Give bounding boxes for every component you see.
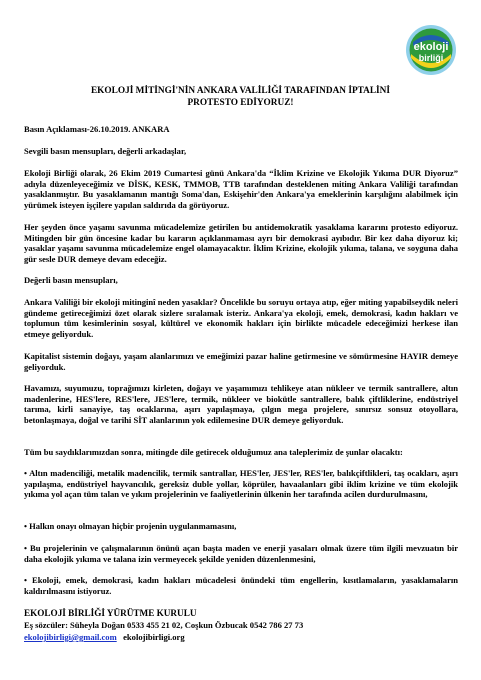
paragraph-5: Havamızı, suyumuzu, toprağımızı kirleten, doğayı ve yaşamımızı tehlikeye atan nükleer ve termik santrallere, altın madenlerine, HES'lere, RES'lere, JES'lere, termik, nükleer ve biokütle santrallere, balık çiftliklerine, endüstriyel tarıma, kirli sanayiye, taş ocaklarına, aşırı yapılaşmaya, çılgın mega projelere, sınırsız sonsuz otoyollara, betonlaşmaya, doğal ve tarihi SİT alanlarının yok edilemesine DUR demeye geliyorduk. — [24, 383, 458, 425]
paragraph-1: Ekoloji Birliği olarak, 26 Ekim 2019 Cumartesi günü Ankara'da “İklim Krizine ve Ekolojik Yıkıma DUR Diyoruz” adıyla düzenleyeceğimiz ve DİSK, KESK, TMMOB, TTB tarafından desteklenen miting Ankara Valiliği tarafından yasaklanmıştır. Bu yasaklamanın mantığı Soma'dan, Eskişehir'den Ankara'ya emeklerinin karşılığını alabilmek için yürümek isteyen işçilere yapılan saldırıda da görüyoruz. — [24, 168, 458, 210]
paragraph-4: Kapitalist sistemin doğayı, yaşam alanlarımızı ve emeğimizi pazar haline getirmesine ve sömürmesine HAYIR demeye geliyorduk. — [24, 351, 458, 372]
demand-bullet-3: • Bu projelerinin ve çalışmalarının önünü açan başta maden ve enerji yasaları olmak üzere tüm ilgili mevzuatın bir daha ekolojik yıkıma ve talana izin vermeyecek şekilde yeniden düzenlenmesini, — [24, 543, 458, 564]
website-text: ekolojibirligi.org — [123, 632, 185, 642]
footer-contact — [24, 632, 458, 643]
document-title — [30, 85, 451, 109]
logo-text-line2: birliği — [418, 53, 444, 63]
paragraph-2: Her şeyden önce yaşamı savunma mücadelemize getirilen bu antidemokratik yasaklama kararını protesto ediyoruz. Mitingden bir gün öncesine kadar bu kararın açıklanmaması ayrı bir demokrasi ayıbıdır. Bir kez daha diyoruz ki; yasaklar yaşamı savunma mücadelemize engel olamayacaktır. İklim Krizine, ekolojik yıkıma, talana, ve soyguna daha gür sesle DUR demeye devam edeceğiz. — [24, 222, 458, 264]
email-link[interactable]: ekolojibirligi@gmail.com — [24, 632, 117, 642]
greeting-1: Sevgili basın mensupları, değerli arkadaşlar, — [24, 146, 187, 156]
logo-text-line1: ekoloji — [413, 41, 449, 53]
press-date: Basın Açıklaması-26.10.2019. ANKARA — [24, 124, 170, 134]
demand-bullet-1: • Altın madenciliği, metalik madencilik, termik santrallar, HES'ler, JES'ler, RES'ler, balıkçiftlikleri, taş ocakları, aşırı yapılaşma, endüstriyel hayvancılık, gereksiz duble yollar, köprüler, havaalanları gibi iklim krizine ve tüm ekolojik yıkıma yol açan tüm talan ve yıkım projelerinin ve faaliyetlerinin ülkenin her tarafında acilen durdurulmasını, — [24, 468, 458, 500]
paragraph-6: Tüm bu saydıklarımızdan sonra, mitingde dile getirecek olduğumuz ana taleplerimiz de şunlar olacaktı: — [24, 447, 403, 457]
ekoloji-birligi-logo — [405, 24, 457, 76]
paragraph-3: Ankara Valiliği bir ekoloji mitinginî neden yasaklar? Öncelikle bu soruyu ortaya atıp, eğer miting yapabilseydik neleri gündeme getireceğimizi özet olarak sizlere sıralamak isteriz. Ankara'ya ekoloji, emek, demokrasi, kadın hakları ve toplumun tüm kesimlerinin sosyal, kültürel ve ekonomik hakları için birlikte mücadele edeceğimizi herkese ilan etmeye geliyorduk. — [24, 297, 458, 339]
title-line-1: EKOLOJİ MİTİNGİ'NİN ANKARA VALİLİĞİ TARAFINDAN İPTALİNİ — [90, 86, 391, 96]
footer-org: EKOLOJİ BİRLİĞİ YÜRÜTME KURULU — [24, 608, 197, 618]
greeting-2: Değerli basın mensupları, — [24, 275, 118, 285]
demand-bullet-4: • Ekoloji, emek, demokrasi, kadın hakları mücadelesi önündeki tüm engellerin, kısıtlamaların, yasaklamaların kaldırılmasını istiyoruz. — [24, 575, 458, 596]
demand-bullet-2: • Halkın onayı olmayan hiçbir projenin uygulanmamasını, — [24, 521, 237, 531]
footer-spokespersons: Eş sözcüler: Süheyla Doğan 0533 455 21 02, Coşkun Özbucak 0542 786 27 73 — [24, 620, 304, 630]
title-line-2: PROTESTO EDİYORUZ! — [187, 98, 294, 108]
